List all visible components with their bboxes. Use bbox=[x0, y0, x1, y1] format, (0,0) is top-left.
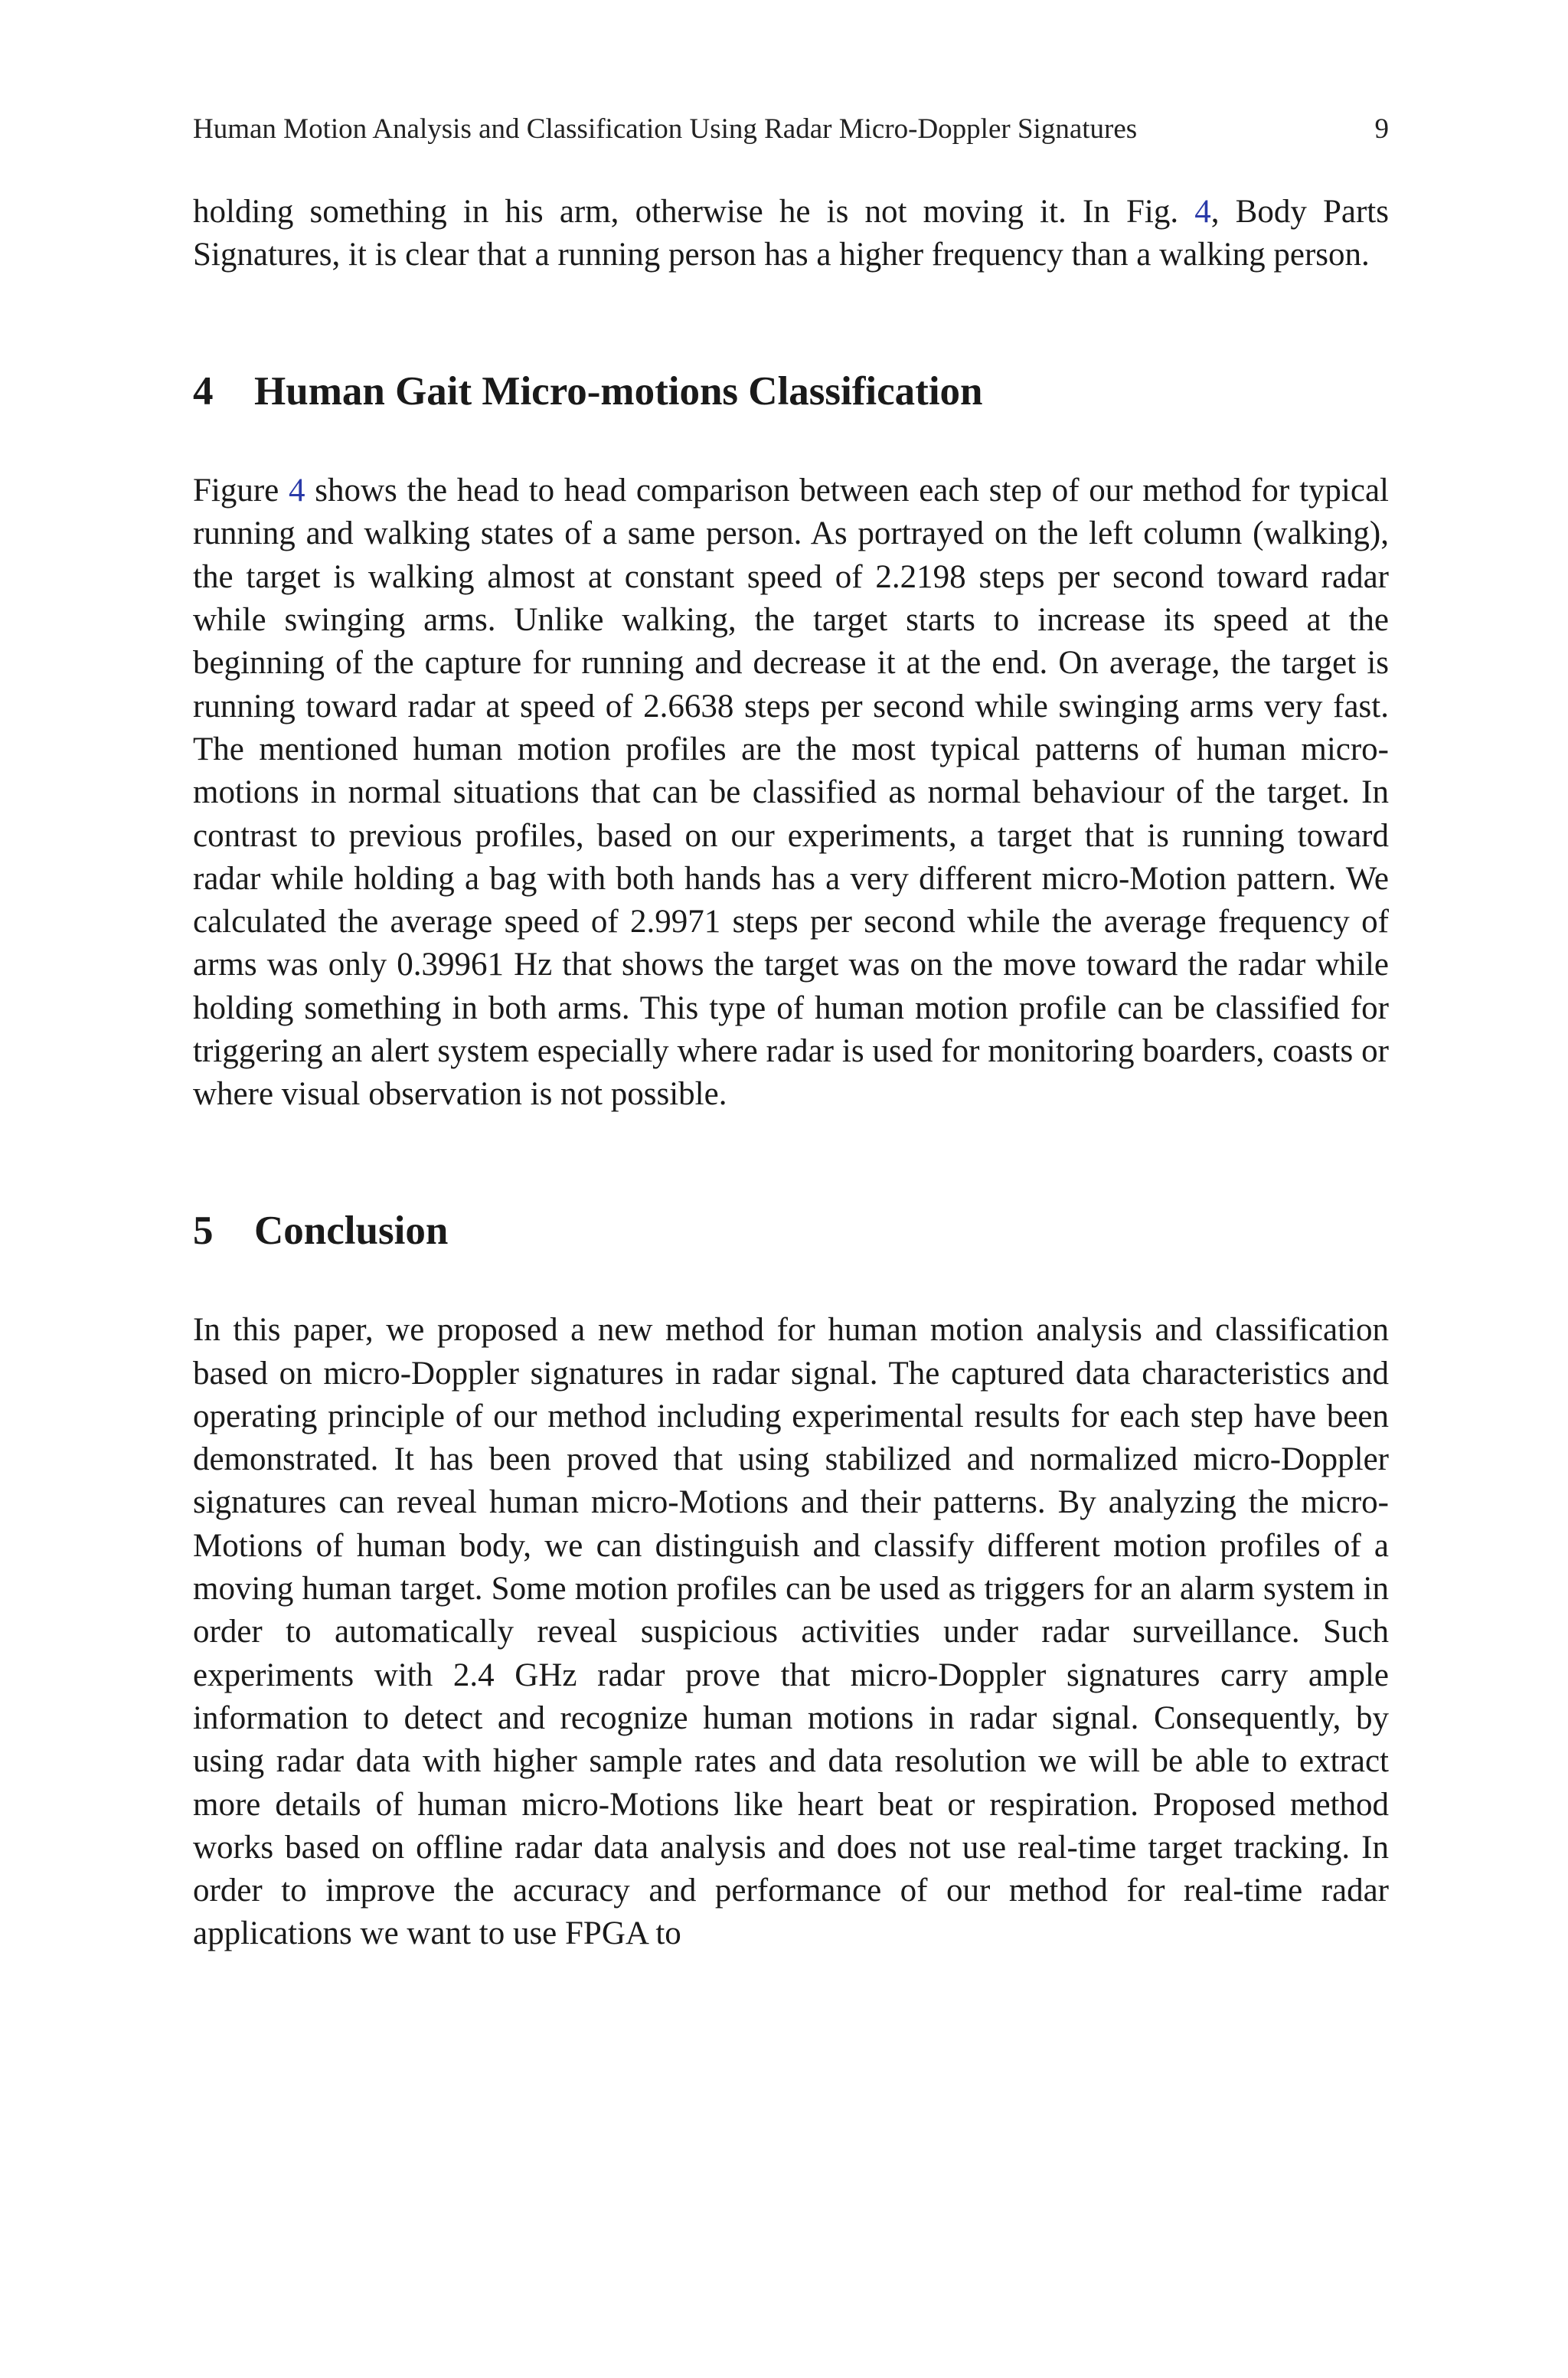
section-4-heading bbox=[193, 368, 1389, 417]
section-4-text-before: Figure bbox=[193, 473, 289, 509]
running-title: Human Motion Analysis and Classification Using Radar Micro-Doppler Signatures bbox=[193, 113, 1138, 145]
conclusion-paragraph: In this paper, we proposed a new method for human motion analysis and classification based on micro-Doppler signatures in radar signal. The captured data characteristics and operating principle of our method including experimental results for each step have been demonstrated. It has been proved that using stabilized and normalized micro-Doppler signatures can reveal human micro-Motions and their patterns. By analyzing the micro-Motions of human body, we can distinguish and classify different motion profiles of a moving human target. Some motion profiles can be used as triggers for an alarm system in order to automatically reveal suspicious activities under radar surveillance. Such experiments with 2.4 GHz radar prove that micro-Doppler signatures carry ample information to detect and recognize human motions in radar signal. Consequently, by using radar data with higher sample rates and data resolution we will be able to extract more details of human micro-Motions like heart beat or respiration. Proposed method works based on offline radar data analysis and does not use real-time target tracking. In order to improve the accuracy and performance of our method for real-time radar applications we want to use FPGA to bbox=[193, 1312, 1389, 1952]
section-5-number: 5 bbox=[193, 1208, 214, 1253]
section-4-text-after: shows the head to head comparison between each step of our method for typical running and walking states of a same person. As portrayed on the left column (walking), the target is walking almost at constant speed of 2.2198 steps per second toward radar while swinging arms. Unlike walking, the target starts to increase its speed at the beginning of the capture for running and decrease it at the end. On average, the target is running toward radar at speed of 2.6638 steps per second while swinging arms very fast. The mentioned human motion profiles are the most typical patterns of human micro-motions in normal situations that can be classified as normal behaviour of the target. In contrast to previous profiles, based on our experiments, a target that is running toward radar while holding a bag with both hands has a very different micro-Motion pattern. We calculated the average speed of 2.9971 steps per second while the average frequency of arms was only 0.39961 Hz that shows the target was on the move toward the radar while holding something in both arms. This type of human motion profile can be classified for triggering an alert system especially where radar is used for monitoring boarders, coasts or where visual observation is not possible. bbox=[193, 473, 1389, 1113]
section-4-number: 4 bbox=[193, 368, 214, 414]
intro-paragraph bbox=[193, 191, 1389, 277]
section-5-title: Conclusion bbox=[254, 1208, 449, 1253]
figure-ref-link[interactable]: 4 bbox=[1194, 194, 1211, 230]
page-number: 9 bbox=[1374, 113, 1389, 145]
figure-ref-link[interactable]: 4 bbox=[289, 473, 305, 509]
intro-text-before: holding something in his arm, otherwise he is not moving it. In Fig. bbox=[193, 194, 1195, 230]
paper-page bbox=[193, 115, 1389, 1956]
running-header bbox=[193, 115, 1389, 143]
section-4-paragraph bbox=[193, 469, 1389, 1116]
section-4-title: Human Gait Micro-motions Classification bbox=[254, 368, 983, 414]
intro-text-after: , Body Parts Signatures, it is clear that a running person has a higher frequency than a walking person. bbox=[193, 194, 1389, 273]
section-5-heading bbox=[193, 1207, 1389, 1256]
